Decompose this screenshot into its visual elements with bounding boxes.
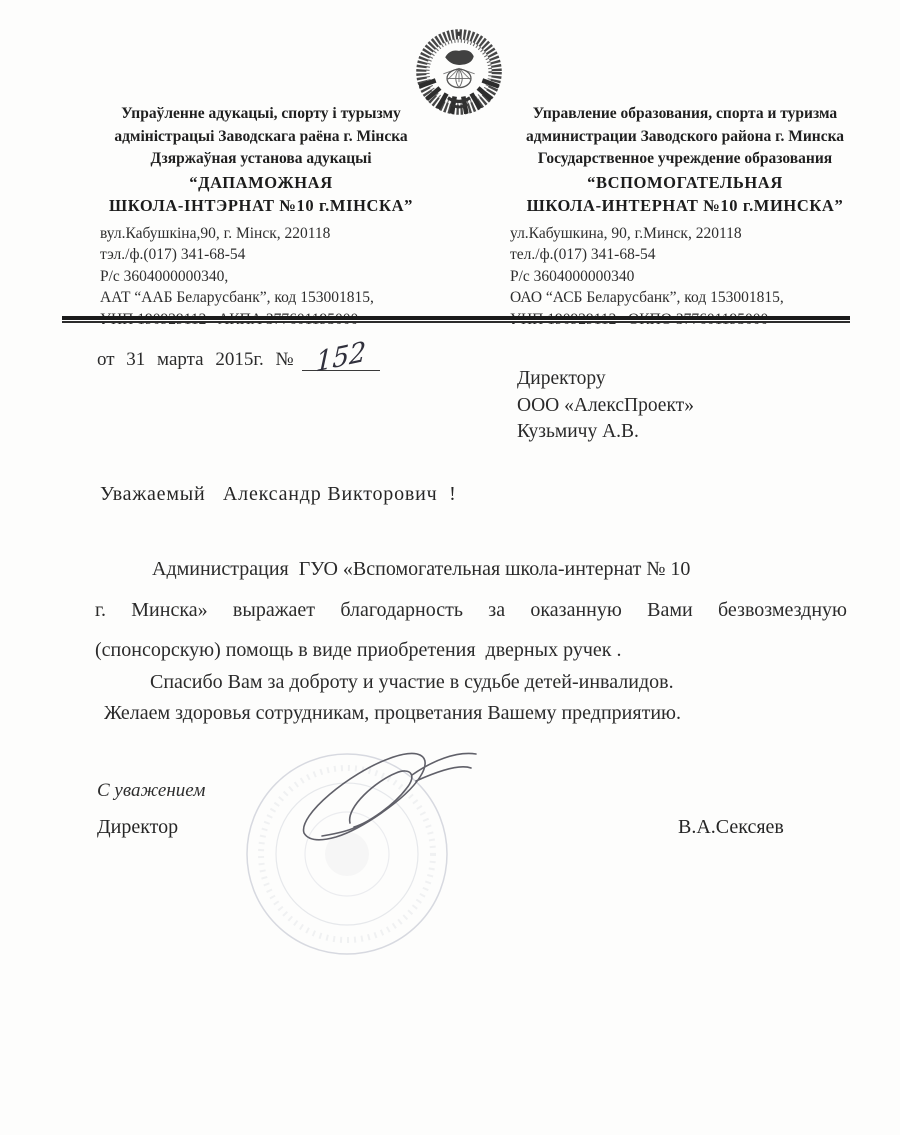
org-name-line: адміністрацыі Заводскага раёна г. Мінска (114, 127, 408, 145)
addressee-block (517, 366, 694, 446)
bank-line: ОАО “АСБ Беларусбанк”, код 153001815, (510, 289, 784, 306)
signer-job-title: Директор (97, 816, 179, 838)
school-name-line: “ДАПАМОЖНАЯ (189, 172, 333, 192)
school-name-line: ШКОЛА-ИНТЕРНАТ №10 г.МИНСКА” (526, 195, 844, 215)
addressee-person: Кузьмичу А.В. (517, 421, 639, 442)
signature-image (292, 743, 487, 851)
letterhead-right-column (470, 103, 900, 330)
body-paragraph2: Спасибо Вам за доброту и участие в судьбе детей-инвалидов. (150, 671, 674, 693)
school-name-line: ШКОЛА-ІНТЭРНАТ №10 г.МІНСКА” (109, 195, 413, 215)
account-line: Р/с 3604000000340, (100, 267, 229, 285)
org-type-line: Государственное учреждение образования (537, 150, 833, 167)
addressee-company: ООО «АлексПроект» (517, 394, 694, 416)
body-paragraph3: Желаем здоровья сотрудникам, процветания Вашему предприятию. (104, 702, 681, 724)
body-paragraph1-line3: (спонсорскую) помощь в виде приобретения дверных ручек . (95, 639, 622, 661)
org-type-line: Дзяржаўная установа адукацыі (150, 150, 372, 167)
org-name-line: Управление образования, спорта и туризма (532, 105, 838, 122)
contact-details-block (510, 223, 900, 331)
account-line: Р/с 3604000000340 (510, 267, 635, 285)
org-name-line: администрации Заводского района г. Минска (525, 127, 845, 145)
addressee-title: Директору (517, 368, 606, 389)
body-paragraph1-line1: Администрация ГУО «Вспомогательная школа-интернат № 10 (152, 558, 691, 580)
address-line: ул.Кабушкина, 90, г.Минск, 220118 (510, 224, 742, 242)
contact-details-block (100, 223, 460, 331)
phone-line: тел./ф.(017) 341-68-54 (510, 246, 656, 263)
phone-line: тэл./ф.(017) 341-68-54 (100, 246, 246, 263)
address-line: вул.Кабушкіна,90, г. Мінск, 220118 (100, 224, 331, 242)
closing-regards: С уважением (97, 780, 206, 801)
ref-number-underline (302, 336, 380, 379)
org-name-line: Упраўленне адукацыі, спорту і турызму (121, 105, 401, 122)
letterhead-separator-rule (62, 316, 850, 323)
letterhead-left-column (62, 103, 460, 330)
bank-line: ААТ “ААБ Беларусбанк”, код 153001815, (100, 289, 374, 306)
reference-line (97, 336, 380, 379)
ref-date-label: от 31 марта 2015г. № (97, 349, 294, 370)
body-paragraph1-line2: г. Минска» выражает благодарность за оказанную Вами безвозмездную (95, 599, 847, 621)
salutation: Уважаемый Александр Викторович ! (100, 483, 457, 505)
school-name-line: “ВСПОМОГАТЕЛЬНАЯ (587, 172, 783, 192)
ref-number-handwritten: 152 (314, 336, 367, 379)
signer-name: В.А.Сексяев (678, 816, 784, 838)
